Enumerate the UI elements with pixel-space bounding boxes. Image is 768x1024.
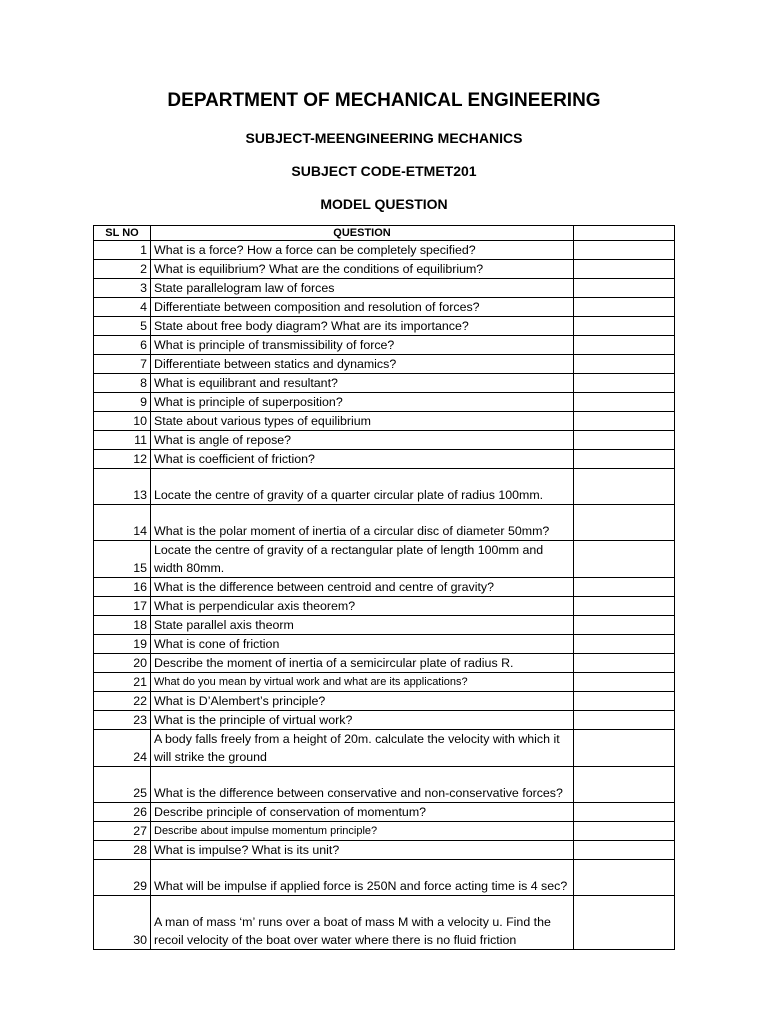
row-sl-no: 4 xyxy=(94,298,151,317)
table-row xyxy=(94,241,675,260)
row-question: What is the polar moment of inertia of a circular disc of diameter 50mm? xyxy=(151,505,574,541)
row-sl-no: 15 xyxy=(94,541,151,578)
row-blank-cell xyxy=(574,317,675,336)
row-blank-cell xyxy=(574,803,675,822)
table-row xyxy=(94,673,675,692)
table-row xyxy=(94,616,675,635)
row-sl-no: 25 xyxy=(94,767,151,803)
row-blank-cell xyxy=(574,841,675,860)
row-question: What is the principle of virtual work? xyxy=(151,711,574,730)
row-question: What is angle of repose? xyxy=(151,431,574,450)
row-question: What is principle of transmissibility of force? xyxy=(151,336,574,355)
table-row xyxy=(94,654,675,673)
row-question: What is the difference between conservative and non-conservative forces? xyxy=(151,767,574,803)
table-row xyxy=(94,803,675,822)
row-sl-no: 18 xyxy=(94,616,151,635)
row-question: State about various types of equilibrium xyxy=(151,412,574,431)
row-sl-no: 2 xyxy=(94,260,151,279)
table-row xyxy=(94,597,675,616)
row-blank-cell xyxy=(574,355,675,374)
row-question: What is cone of friction xyxy=(151,635,574,654)
table-row xyxy=(94,412,675,431)
row-sl-no: 14 xyxy=(94,505,151,541)
row-question: A man of mass ‘m’ runs over a boat of mass M with a velocity u. Find the recoil velocity of the boat over water where there is no fluid friction xyxy=(151,896,574,950)
row-sl-no: 11 xyxy=(94,431,151,450)
header-blank xyxy=(574,226,675,241)
row-blank-cell xyxy=(574,412,675,431)
row-sl-no: 16 xyxy=(94,578,151,597)
row-sl-no: 6 xyxy=(94,336,151,355)
row-question: What is coefficient of friction? xyxy=(151,450,574,469)
row-sl-no: 13 xyxy=(94,469,151,505)
department-title: DEPARTMENT OF MECHANICAL ENGINEERING xyxy=(167,90,601,111)
row-question: Describe principle of conservation of momentum? xyxy=(151,803,574,822)
table-row xyxy=(94,860,675,896)
header-question: QUESTION xyxy=(151,226,574,241)
row-sl-no: 26 xyxy=(94,803,151,822)
row-blank-cell xyxy=(574,616,675,635)
row-sl-no: 27 xyxy=(94,822,151,841)
row-blank-cell xyxy=(574,767,675,803)
row-sl-no: 5 xyxy=(94,317,151,336)
row-question: Describe the moment of inertia of a semicircular plate of radius R. xyxy=(151,654,574,673)
row-sl-no: 12 xyxy=(94,450,151,469)
table-row xyxy=(94,578,675,597)
subject-code: SUBJECT CODE-ETMET201 xyxy=(291,163,477,179)
row-blank-cell xyxy=(574,336,675,355)
row-sl-no: 22 xyxy=(94,692,151,711)
row-question: What is equilibrium? What are the conditions of equilibrium? xyxy=(151,260,574,279)
row-sl-no: 20 xyxy=(94,654,151,673)
row-blank-cell xyxy=(574,578,675,597)
row-sl-no: 21 xyxy=(94,673,151,692)
paper-type-title: MODEL QUESTION xyxy=(320,196,448,212)
row-question: Locate the centre of gravity of a quarter circular plate of radius 100mm. xyxy=(151,469,574,505)
row-question: What is the difference between centroid and centre of gravity? xyxy=(151,578,574,597)
table-row xyxy=(94,393,675,412)
table-row xyxy=(94,635,675,654)
table-row xyxy=(94,822,675,841)
row-sl-no: 24 xyxy=(94,730,151,767)
row-sl-no: 8 xyxy=(94,374,151,393)
row-blank-cell xyxy=(574,450,675,469)
row-blank-cell xyxy=(574,822,675,841)
row-question: Describe about impulse momentum principle? xyxy=(151,822,574,841)
row-blank-cell xyxy=(574,860,675,896)
row-question: State parallelogram law of forces xyxy=(151,279,574,298)
row-question: What is perpendicular axis theorem? xyxy=(151,597,574,616)
row-question: What do you mean by virtual work and what are its applications? xyxy=(151,673,574,692)
table-row xyxy=(94,279,675,298)
row-blank-cell xyxy=(574,597,675,616)
row-sl-no: 3 xyxy=(94,279,151,298)
row-sl-no: 23 xyxy=(94,711,151,730)
row-question: What is a force? How a force can be completely specified? xyxy=(151,241,574,260)
table-row xyxy=(94,336,675,355)
table-row xyxy=(94,692,675,711)
table-row xyxy=(94,896,675,950)
questions-table-body xyxy=(94,241,675,950)
row-sl-no: 7 xyxy=(94,355,151,374)
row-blank-cell xyxy=(574,241,675,260)
row-sl-no: 28 xyxy=(94,841,151,860)
row-question: What is D’Alembert’s principle? xyxy=(151,692,574,711)
table-row xyxy=(94,730,675,767)
row-sl-no: 19 xyxy=(94,635,151,654)
table-row xyxy=(94,541,675,578)
row-question: What is principle of superposition? xyxy=(151,393,574,412)
subject-title: SUBJECT-MEENGINEERING MECHANICS xyxy=(245,130,523,146)
row-blank-cell xyxy=(574,711,675,730)
row-sl-no: 30 xyxy=(94,896,151,950)
row-blank-cell xyxy=(574,505,675,541)
table-row xyxy=(94,505,675,541)
row-question: Locate the centre of gravity of a rectangular plate of length 100mm and width 80mm. xyxy=(151,541,574,578)
row-question: What is impulse? What is its unit? xyxy=(151,841,574,860)
row-blank-cell xyxy=(574,298,675,317)
table-row xyxy=(94,469,675,505)
row-question: State about free body diagram? What are its importance? xyxy=(151,317,574,336)
table-row xyxy=(94,355,675,374)
row-question: Differentiate between composition and resolution of forces? xyxy=(151,298,574,317)
table-row xyxy=(94,431,675,450)
header-sl-no: SL NO xyxy=(94,226,151,241)
table-row xyxy=(94,450,675,469)
table-header-row xyxy=(94,226,675,241)
questions-table xyxy=(93,225,675,950)
row-blank-cell xyxy=(574,730,675,767)
row-blank-cell xyxy=(574,541,675,578)
row-sl-no: 17 xyxy=(94,597,151,616)
table-row xyxy=(94,767,675,803)
row-blank-cell xyxy=(574,393,675,412)
row-blank-cell xyxy=(574,260,675,279)
row-blank-cell xyxy=(574,431,675,450)
row-sl-no: 29 xyxy=(94,860,151,896)
row-question: What will be impulse if applied force is 250N and force acting time is 4 sec? xyxy=(151,860,574,896)
row-blank-cell xyxy=(574,279,675,298)
row-sl-no: 9 xyxy=(94,393,151,412)
table-row xyxy=(94,317,675,336)
row-blank-cell xyxy=(574,374,675,393)
row-blank-cell xyxy=(574,896,675,950)
row-blank-cell xyxy=(574,673,675,692)
row-blank-cell xyxy=(574,654,675,673)
table-row xyxy=(94,298,675,317)
row-sl-no: 10 xyxy=(94,412,151,431)
table-row xyxy=(94,374,675,393)
row-blank-cell xyxy=(574,635,675,654)
table-row xyxy=(94,711,675,730)
table-row xyxy=(94,260,675,279)
row-question: What is equilibrant and resultant? xyxy=(151,374,574,393)
row-question: A body falls freely from a height of 20m. calculate the velocity with which it will strike the ground xyxy=(151,730,574,767)
table-row xyxy=(94,841,675,860)
row-sl-no: 1 xyxy=(94,241,151,260)
row-question: Differentiate between statics and dynamics? xyxy=(151,355,574,374)
row-question: State parallel axis theorm xyxy=(151,616,574,635)
row-blank-cell xyxy=(574,469,675,505)
row-blank-cell xyxy=(574,692,675,711)
